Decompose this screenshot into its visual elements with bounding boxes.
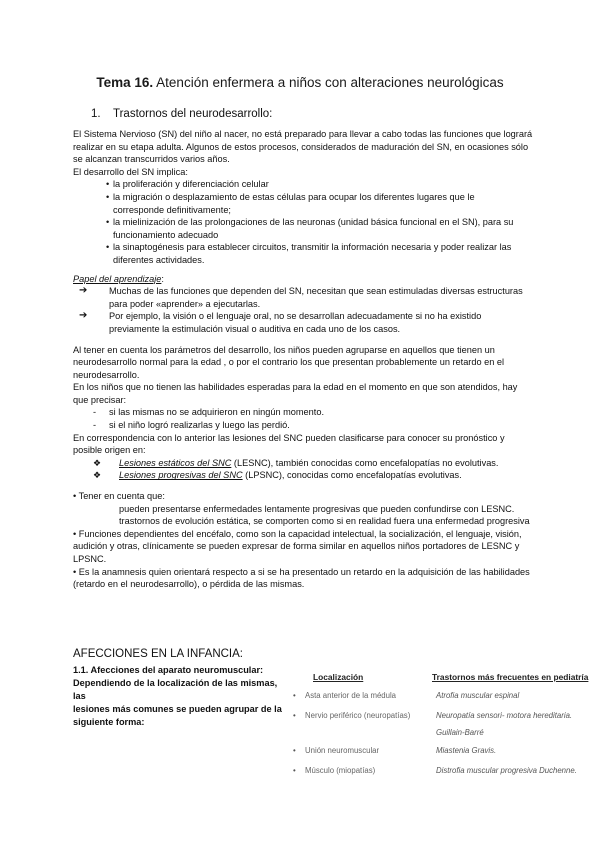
section-heading — [91, 108, 272, 120]
paragraph-line: que precisar: — [73, 394, 127, 405]
list-item-text: diferentes actividades. — [113, 254, 205, 265]
lesion-description: (LPSNC), conocidas como encefalopatías evolutivas. — [242, 470, 462, 481]
list-item-text: si las mismas no se adquirieron en ningún momento. — [109, 407, 324, 418]
list-item — [73, 406, 573, 419]
list-item-text: Por ejemplo, la visión o el lenguaje oral, no se desarrollan adecuadamente si no ha existido — [109, 311, 482, 322]
list-item-text: • la migración o desplazamiento de estas células para ocupar los diferentes lugares que le — [113, 191, 475, 202]
title-text: Atención enfermera a niños con alteraciones neurológicas — [156, 75, 504, 90]
afecciones-subsection — [73, 664, 283, 729]
papel-heading-text: Papel del aprendizaje — [73, 273, 162, 284]
list-item — [73, 457, 573, 470]
afecciones-heading: AFECCIONES EN LA INFANCIA: — [73, 648, 243, 660]
lesion-description: (LESNC), también conocidas como encefalopatías no evolutivas. — [231, 457, 499, 468]
table-cell-trastorno: Atrofia muscular espinal — [436, 691, 520, 700]
diamond-bullet-icon: ❖ — [93, 457, 102, 468]
table-cell-trastorno: Distrofia muscular progresiva Duchenne. — [436, 766, 577, 775]
arrow-icon: ➔ — [79, 285, 88, 297]
dash-marker: - — [93, 407, 97, 418]
table-cell-localizacion: Nervio periférico (neuropatías) — [305, 711, 411, 720]
list-item-text: • la proliferación y diferenciación celular — [113, 179, 269, 190]
paragraph-line: Al tener en cuenta los parámetros del desarrollo, los niños pueden agruparse en aquellos que tienen un — [73, 344, 495, 355]
table-header-trastornos: Trastornos más frecuentes en pediatría — [432, 672, 589, 682]
table-row — [293, 691, 397, 700]
table-cell-trastorno: Miastenia Gravis. — [436, 746, 497, 755]
list-item-text: previamente la estimulación visual o auditiva en cada uno de los casos. — [109, 323, 401, 334]
paragraph-line: neurodesarrollo. — [73, 369, 140, 380]
paragraph-line: El Sistema Nervioso (SN) del niño al nacer, no está preparado para llevar a cabo todas las funciones que logrará — [73, 129, 533, 139]
subsection-title: 1.1. Afecciones del aparato neuromuscular: — [73, 665, 264, 675]
list-item — [73, 216, 573, 241]
page-title — [0, 75, 600, 90]
table-row — [293, 711, 411, 720]
subsection-line: siguiente forma: — [73, 717, 145, 727]
bullet-icon: • — [293, 691, 296, 700]
list-item-text: corresponde definitivamente; — [113, 204, 231, 215]
paragraph-line: En correspondencia con lo anterior las lesiones del SNC pueden clasificarse para conocer su pronóstico y — [73, 432, 505, 443]
table-header-localizacion: Localización — [313, 672, 364, 682]
subsection-line: lesiones más comunes se pueden agrupar de la — [73, 704, 282, 714]
paragraph-line: (retardo en el neurodesarrollo), o pérdida de las mismas. — [73, 579, 305, 590]
bullet-icon: • — [293, 711, 296, 720]
list-item-text: • la mielinización de las prolongaciones de las neuronas (unidad básica funcional en el SN), para su — [113, 217, 514, 228]
list-item-text: si el niño logró realizarlas y luego las perdió. — [109, 420, 290, 431]
diamond-bullet-icon: ❖ — [93, 470, 102, 481]
table-cell-localizacion: Músculo (miopatías) — [305, 766, 376, 775]
note-heading: • Tener en cuenta que: — [73, 491, 165, 502]
title-prefix: Tema 16. — [96, 75, 154, 90]
bullet-icon: • — [293, 766, 296, 775]
list-item — [73, 178, 573, 191]
list-item-text: funcionamiento adecuado — [113, 229, 219, 240]
section-label: Trastornos del neurodesarrollo: — [113, 108, 273, 120]
paragraph-line: neurodesarrollo normal para la edad , o por el contrario los que presentan probablemente un retardo en el — [73, 357, 505, 368]
list-item — [73, 285, 573, 310]
subsection-line: Dependiendo de la localización de las mismas, las — [73, 678, 278, 701]
paragraph-line: se alcanzan transcurridos varios años. — [73, 154, 230, 165]
paragraph-line: realizar en su etapa adulta. Algunos de estos procesos, considerados de maduración del SN, en ocasiones sólo — [73, 141, 529, 152]
table-row — [293, 766, 376, 775]
table-cell-localizacion: Asta anterior de la médula — [305, 691, 397, 700]
dash-marker: - — [93, 420, 97, 431]
paragraph-line: El desarrollo del SN implica: — [73, 166, 188, 177]
list-item — [73, 241, 573, 266]
list-item — [73, 419, 573, 432]
paragraph-line: audición y otras, clínicamente se pueden expresar de forma similar en aquellos niños portadores de LESNC y — [73, 541, 520, 552]
arrow-icon: ➔ — [79, 310, 88, 322]
bullet-icon: • — [293, 746, 296, 755]
paragraph-line: posible origen en: — [73, 445, 146, 456]
paragraph — [73, 344, 573, 407]
table-row — [293, 746, 380, 755]
papel-heading-colon: : — [161, 273, 164, 284]
paragraph-line: LPSNC. — [73, 554, 107, 564]
paragraph-line: En los niños que no tienen las habilidades esperadas para la edad en el momento en que son atendidos, hay — [73, 382, 518, 393]
section-number: 1. — [91, 108, 101, 120]
list-item-text: Muchas de las funciones que dependen del SN, necesitan que sean estimuladas diversas estructuras — [109, 286, 523, 297]
list-item — [73, 310, 573, 335]
note-line: pueden presentarse enfermedades lentamente progresivas que pueden confundirse con LESNC. — [119, 503, 515, 514]
list-item — [73, 191, 573, 216]
papel-heading — [73, 273, 573, 286]
table-cell-trastorno: Guillain-Barré — [436, 728, 484, 737]
list-item-text: • la sinaptogénesis para establecer circuitos, transmitir la información necesaria y poder realizar las — [113, 242, 512, 253]
table-cell-localizacion: Unión neuromuscular — [305, 746, 380, 755]
table-cell-trastorno: Neuropatía sensori- motora hereditaria. — [436, 711, 573, 720]
body-text — [73, 128, 573, 591]
list-item-text: para poder «aprender» a ejecutarlas. — [109, 298, 261, 309]
paragraph-line: • Es la anamnesis quien orientará respecto a si se ha presentado un retardo en la adquisición de las habilidades — [73, 566, 530, 577]
note-line: trastornos de evolución estática, se comporten como si en realidad fuera una enfermedad progresiva — [119, 516, 530, 527]
list-item — [73, 469, 573, 482]
paragraph-line: • Funciones dependientes del encéfalo, como son la capacidad intelectual, la socialización, el lenguaje, visión, — [73, 528, 522, 539]
lesion-name: Lesiones progresivas del SNC — [119, 470, 243, 481]
lesion-name: Lesiones estáticos del SNC — [119, 457, 232, 468]
